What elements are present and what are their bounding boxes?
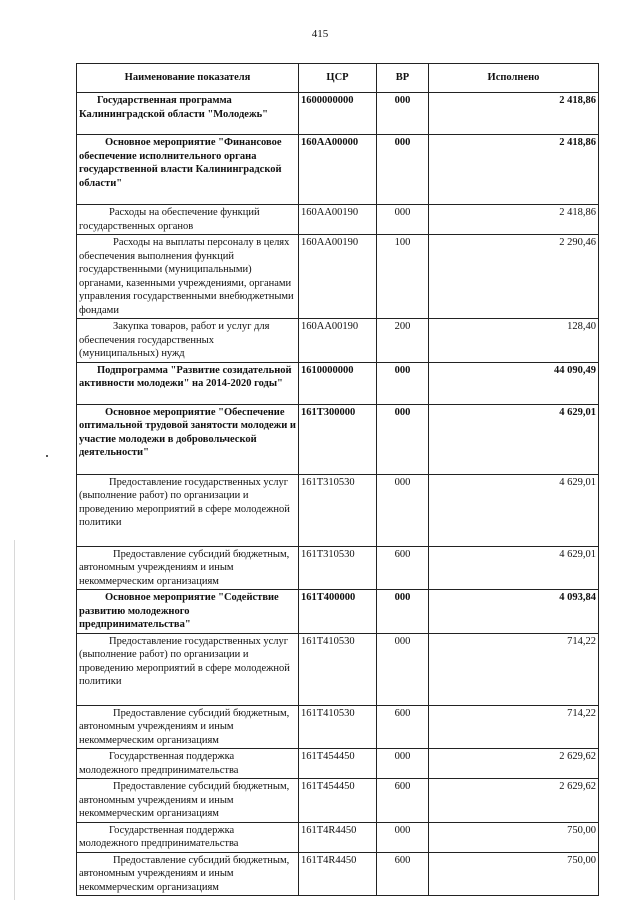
row-amount: 4 629,01	[429, 546, 599, 590]
row-vr: 600	[377, 546, 429, 590]
row-csr: 160АА00190	[299, 235, 377, 319]
row-csr: 161Т400000	[299, 590, 377, 634]
table-row	[77, 362, 599, 404]
row-vr: 000	[377, 205, 429, 235]
row-amount: 2 290,46	[429, 235, 599, 319]
row-amount: 128,40	[429, 319, 599, 363]
row-amount: 2 418,86	[429, 205, 599, 235]
row-csr: 160АА00000	[299, 135, 377, 205]
row-amount: 714,22	[429, 633, 599, 705]
row-name: Предоставление субсидий бюджетным, автономным учреждениям и иным некоммерческим организациям	[77, 779, 299, 823]
row-amount: 2 418,86	[429, 135, 599, 205]
table-row	[77, 633, 599, 705]
row-vr: 000	[377, 633, 429, 705]
row-csr: 1610000000	[299, 362, 377, 404]
row-amount: 4 629,01	[429, 474, 599, 546]
row-name: Предоставление субсидий бюджетным, автономным учреждениям и иным некоммерческим организациям	[77, 852, 299, 896]
table-row	[77, 705, 599, 749]
row-name: Основное мероприятие "Обеспечение оптимальной трудовой занятости молодежи и участие молодежи в добровольческой деятельности"	[77, 404, 299, 474]
table-row	[77, 590, 599, 634]
row-vr: 600	[377, 852, 429, 896]
header-vr: ВР	[377, 64, 429, 93]
table-row	[77, 319, 599, 363]
table-header-row	[77, 64, 599, 93]
row-name: Предоставление государственных услуг (выполнение работ) по организации и проведению мероприятий в сфере молодежной политики	[77, 633, 299, 705]
row-name: Предоставление субсидий бюджетным, автономным учреждениям и иным некоммерческим организациям	[77, 705, 299, 749]
row-csr: 161Т310530	[299, 474, 377, 546]
row-amount: 4 093,84	[429, 590, 599, 634]
row-name: Закупка товаров, работ и услуг для обеспечения государственных (муниципальных) нужд	[77, 319, 299, 363]
table-row	[77, 93, 599, 135]
row-amount: 2 629,62	[429, 749, 599, 779]
row-csr: 160АА00190	[299, 319, 377, 363]
table-row	[77, 205, 599, 235]
row-vr: 000	[377, 404, 429, 474]
row-name: Государственная поддержка молодежного предпринимательства	[77, 749, 299, 779]
row-name: Государственная программа Калининградской области "Молодежь"	[77, 93, 299, 135]
row-amount: 2 629,62	[429, 779, 599, 823]
row-csr: 160АА00190	[299, 205, 377, 235]
table-row	[77, 135, 599, 205]
row-amount: 2 418,86	[429, 93, 599, 135]
row-csr: 161Т410530	[299, 633, 377, 705]
row-csr: 161Т310530	[299, 546, 377, 590]
scan-edge-line	[14, 540, 15, 900]
row-vr: 600	[377, 779, 429, 823]
header-csr: ЦСР	[299, 64, 377, 93]
row-name: Подпрограмма "Развитие созидательной активности молодежи" на 2014-2020 годы"	[77, 362, 299, 404]
row-amount: 4 629,01	[429, 404, 599, 474]
row-amount: 714,22	[429, 705, 599, 749]
table-row	[77, 822, 599, 852]
row-vr: 600	[377, 705, 429, 749]
row-amount: 750,00	[429, 852, 599, 896]
row-name: Расходы на обеспечение функций государственных органов	[77, 205, 299, 235]
table-row	[77, 779, 599, 823]
row-csr: 161Т4R4450	[299, 822, 377, 852]
row-name: Основное мероприятие "Содействие развитию молодежного предпринимательства"	[77, 590, 299, 634]
header-executed: Исполнено	[429, 64, 599, 93]
row-csr: 161Т454450	[299, 749, 377, 779]
row-vr: 100	[377, 235, 429, 319]
row-name: Государственная поддержка молодежного предпринимательства	[77, 822, 299, 852]
row-csr: 161Т4R4450	[299, 852, 377, 896]
row-name: Основное мероприятие "Финансовое обеспечение исполнительного органа государственной власти Калининградской области"	[77, 135, 299, 205]
row-name: Предоставление субсидий бюджетным, автономным учреждениям и иным некоммерческим организациям	[77, 546, 299, 590]
row-vr: 000	[377, 822, 429, 852]
row-amount: 44 090,49	[429, 362, 599, 404]
budget-table	[76, 63, 599, 896]
row-csr: 161Т410530	[299, 705, 377, 749]
row-vr: 000	[377, 93, 429, 135]
scan-speck	[46, 455, 48, 457]
row-amount: 750,00	[429, 822, 599, 852]
table-row	[77, 749, 599, 779]
row-vr: 000	[377, 362, 429, 404]
table-row	[77, 235, 599, 319]
row-name: Расходы на выплаты персоналу в целях обеспечения выполнения функций государственными (муниципальными) органами, казенными учреждениями, органами управления государственными внебюджетными фондами	[77, 235, 299, 319]
row-vr: 000	[377, 749, 429, 779]
row-name: Предоставление государственных услуг (выполнение работ) по организации и проведению мероприятий в сфере молодежной политики	[77, 474, 299, 546]
row-csr: 1600000000	[299, 93, 377, 135]
row-vr: 000	[377, 590, 429, 634]
row-csr: 161Т454450	[299, 779, 377, 823]
table-row	[77, 474, 599, 546]
table-row	[77, 546, 599, 590]
table-row	[77, 852, 599, 896]
row-vr: 000	[377, 135, 429, 205]
table-row	[77, 404, 599, 474]
page-number: 415	[311, 28, 329, 40]
row-vr: 000	[377, 474, 429, 546]
header-name: Наименование показателя	[77, 64, 299, 93]
row-csr: 161Т300000	[299, 404, 377, 474]
row-vr: 200	[377, 319, 429, 363]
